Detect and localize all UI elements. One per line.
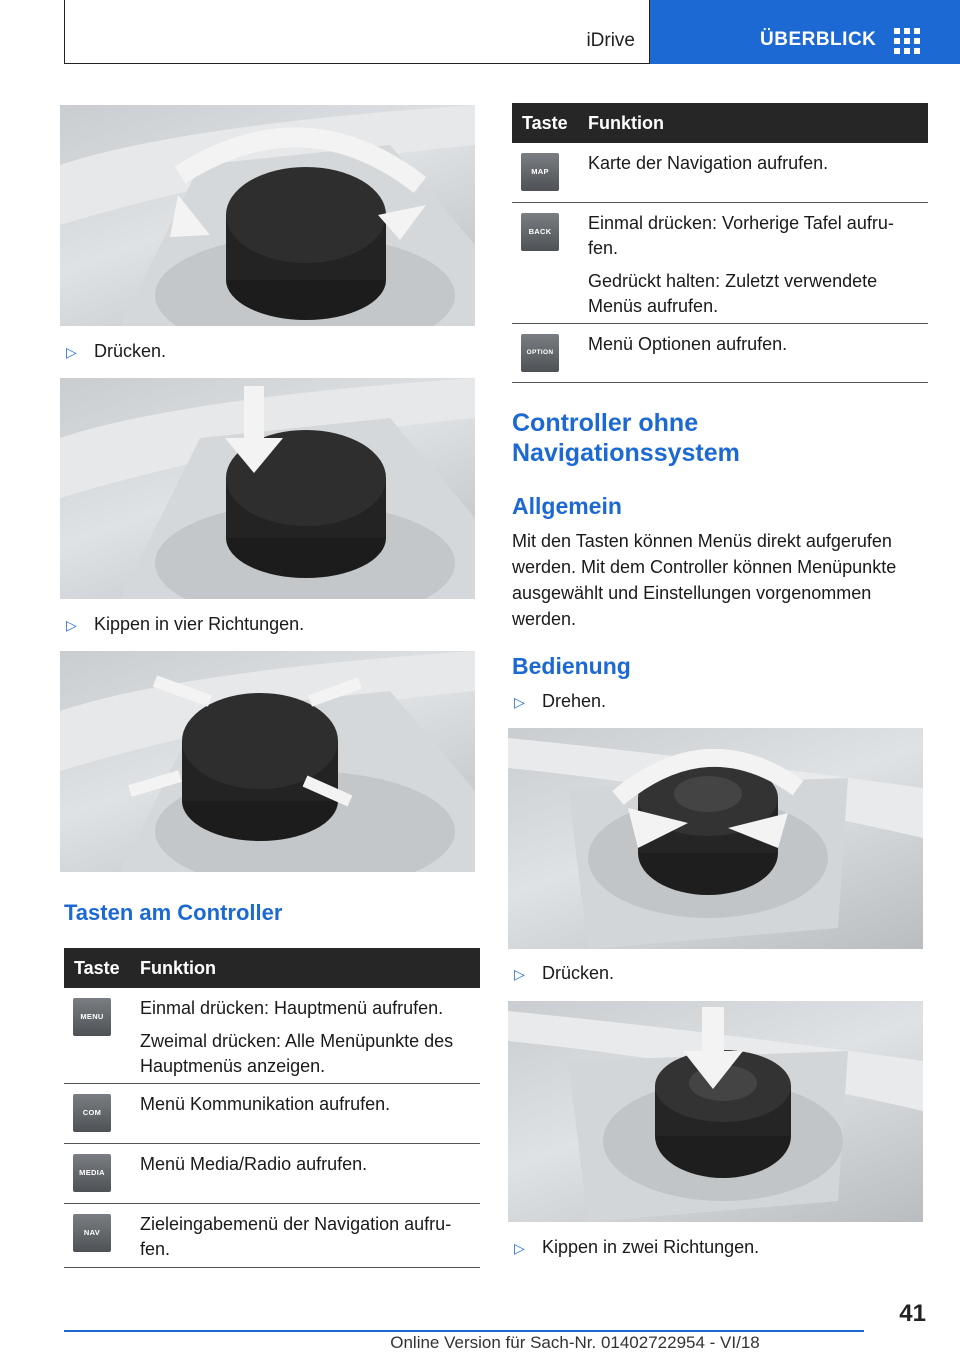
page-number: 41: [899, 1300, 926, 1327]
table-row: MEDIA Menü Media/Radio aufrufen.: [64, 1144, 480, 1204]
media-key-icon: MEDIA: [73, 1154, 111, 1192]
nav-key-icon: NAV: [73, 1214, 111, 1252]
right-key-table: [512, 103, 928, 383]
bullet-right-2: ▷ Drücken.: [514, 963, 615, 983]
table-row: MAP Karte der Navigation aufrufen.: [512, 143, 928, 203]
table-row: NAV Zieleingabemenü der Navigation aufru‐ fen.: [64, 1204, 480, 1268]
com-key-icon: COM: [73, 1094, 111, 1132]
left-key-table: [64, 948, 480, 1268]
bullet-left-2: ▷ Kippen in vier Richtungen.: [66, 614, 305, 634]
menu-key-icon: MENU: [73, 998, 111, 1036]
heading-tasten-am-controller: Tasten am Controller: [64, 900, 283, 925]
subheading-bedienung: Bedienung: [512, 653, 631, 679]
header-section-label: iDrive: [586, 30, 635, 51]
bullet-triangle-icon: ▷: [514, 966, 525, 982]
table-row: BACK Einmal drücken: Vorherige Tafel aufru‐ fen. Gedrückt halten: Zuletzt verwendete Menüs aufrufen.: [512, 203, 928, 324]
option-key-icon: OPTION: [521, 334, 559, 372]
table-row: OPTION Menü Optionen aufrufen.: [512, 324, 928, 383]
bullet-right-3: ▷ Kippen in zwei Richtungen.: [514, 1237, 760, 1257]
bullet-triangle-icon: ▷: [514, 1240, 525, 1256]
footer-version-text: Online Version für Sach-Nr. 01402722954 - VI/18: [390, 1333, 760, 1352]
bullet-right-1: ▷ Drehen.: [514, 691, 607, 711]
controller-tilt-four-image: [60, 651, 475, 872]
controller-press-image: [60, 378, 475, 599]
bullet-triangle-icon: ▷: [66, 617, 77, 633]
table-row: MENU Einmal drücken: Hauptmenü aufrufen. Zweimal drücken: Alle Menüpunkte des Hauptmenüs anzeigen.: [64, 988, 480, 1084]
bullet-triangle-icon: ▷: [514, 694, 525, 710]
right-table-header: Taste Funktion: [512, 103, 928, 143]
bullet-triangle-icon: ▷: [66, 344, 77, 360]
heading-controller-ohne-navigationssystem: Controller ohne Navigationssystem: [512, 409, 740, 467]
back-key-icon: BACK: [521, 213, 559, 251]
bullet-left-1: ▷ Drücken.: [66, 341, 167, 361]
controller-rotate-no-nav-image: [508, 728, 923, 949]
controller-rotate-image: [60, 105, 475, 326]
left-table-header: Taste Funktion: [64, 948, 480, 988]
subheading-allgemein: Allgemein: [512, 493, 622, 519]
header-chapter-tab[interactable]: [650, 0, 960, 64]
paragraph-allgemein: Mit den Tasten können Menüs direkt aufgerufen werden. Mit dem Controller können Menüpunkte ausgewählt und Einstellungen vorgenommen werden.: [512, 531, 897, 629]
header-chapter-label: ÜBERBLICK: [760, 29, 877, 50]
grid-menu-icon[interactable]: [894, 28, 920, 54]
footer-divider: [64, 1330, 864, 1332]
controller-press-no-nav-image: [508, 1001, 923, 1222]
map-key-icon: MAP: [521, 153, 559, 191]
header-section-box: [64, 0, 650, 64]
table-row: COM Menü Kommunikation aufrufen.: [64, 1084, 480, 1144]
